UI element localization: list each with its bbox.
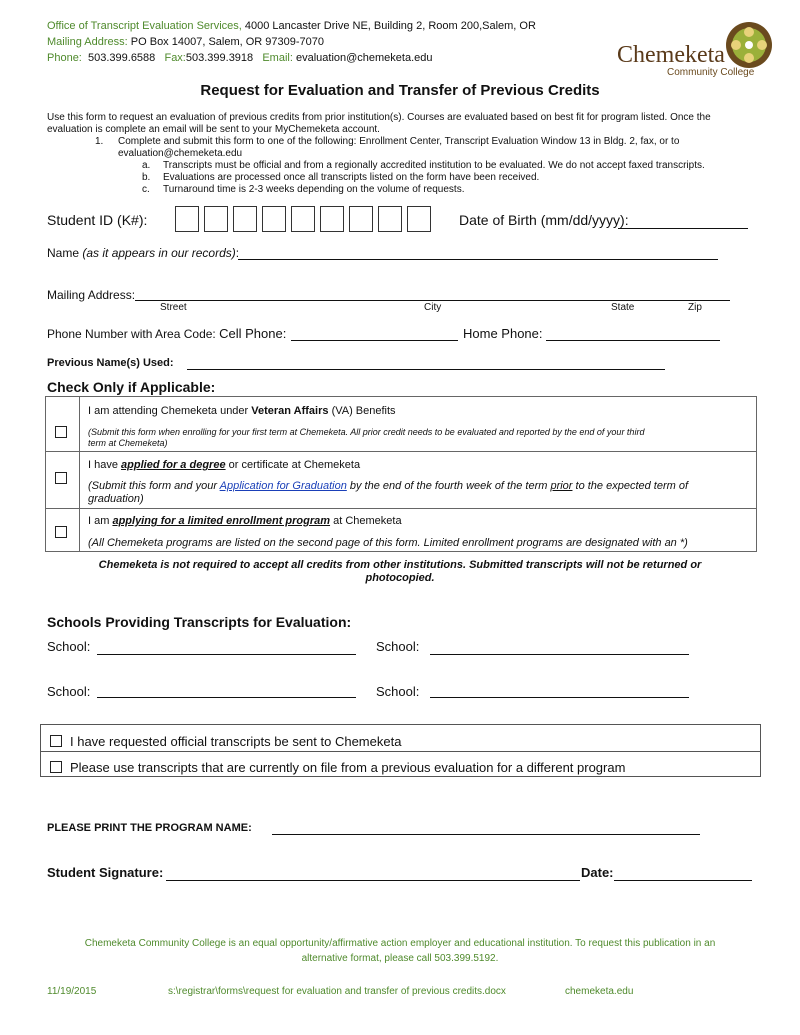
va-note: term at Chemeketa) [88, 438, 168, 448]
equal-opportunity-text: alternative format, please call 503.399.5192. [301, 953, 499, 964]
signature-label: Student Signature: [47, 865, 164, 880]
va-checkbox[interactable] [55, 426, 67, 438]
id-digit-box[interactable] [291, 206, 315, 232]
home-phone-label: Home Phone: [463, 326, 543, 341]
column-divider [79, 397, 80, 551]
intro-text: evaluation is complete an email will be sent to your MyChemeketa account. [47, 124, 380, 135]
limited-note: (All Chemeketa programs are listed on the second page of this form. Limited enrollment programs are designated with an *) [88, 537, 688, 549]
footer-date: 11/19/2015 [47, 986, 97, 997]
requested-transcripts-label: I have requested official transcripts be sent to Chemeketa [70, 734, 402, 749]
name-label: Name (as it appears in our records): [47, 246, 240, 260]
school-field-2[interactable] [430, 654, 689, 655]
list-item: evaluation@chemeketa.edu [118, 148, 243, 159]
home-phone-field[interactable] [546, 340, 720, 341]
school-label: School: [47, 639, 91, 654]
program-name-field[interactable] [272, 834, 700, 835]
intro-text: Use this form to request an evaluation of previous credits from prior institution(s). Courses are evaluated based on best fit for program listed. Once the [47, 112, 711, 123]
id-digit-box[interactable] [407, 206, 431, 232]
mailing-line: Mailing Address: PO Box 14007, Salem, OR 97309-7070 [47, 36, 325, 48]
footer-website: chemeketa.edu [565, 986, 634, 997]
previous-names-label: Previous Name(s) Used: [47, 357, 174, 369]
id-digit-box[interactable] [204, 206, 228, 232]
contact-line: Phone: 503.399.6588 Fax:503.399.3918 Email: evaluation@chemeketa.edu [47, 52, 433, 64]
degree-text: I have applied for a degree or certificate at Chemeketa [88, 459, 361, 471]
id-digit-box[interactable] [349, 206, 373, 232]
id-digit-box[interactable] [262, 206, 286, 232]
dob-label: Date of Birth (mm/dd/yyyy): [459, 212, 629, 228]
mailing-address-field[interactable] [135, 300, 730, 301]
date-field[interactable] [614, 880, 752, 881]
sub-item: b. Evaluations are processed once all transcripts listed on the form have been received. [142, 172, 540, 183]
name-field[interactable] [238, 259, 718, 260]
row-divider [46, 451, 756, 452]
program-name-label: PLEASE PRINT THE PROGRAM NAME: [47, 822, 252, 834]
va-note: (Submit this form when enrolling for your first term at Chemeketa. All prior credit needs to be evaluated and reported by the end of your third [88, 427, 645, 437]
id-digit-box[interactable] [378, 206, 402, 232]
degree-checkbox[interactable] [55, 472, 67, 484]
sub-item: c. Turnaround time is 2-3 weeks depending on the volume of requests. [142, 184, 465, 195]
previous-names-field[interactable] [187, 369, 665, 370]
school-label: School: [376, 639, 420, 654]
school-field-3[interactable] [97, 697, 356, 698]
limited-enrollment-checkbox[interactable] [55, 526, 67, 538]
use-on-file-label: Please use transcripts that are currently on file from a previous evaluation for a different program [70, 760, 626, 775]
disclaimer: Chemeketa is not required to accept all credits from other institutions. Submitted transcripts will not be returned or [98, 559, 702, 571]
row-divider [46, 508, 756, 509]
date-label: Date: [581, 865, 614, 880]
id-digit-box[interactable] [320, 206, 344, 232]
disclaimer: photocopied. [365, 572, 435, 584]
office-line: Office of Transcript Evaluation Services, 4000 Lancaster Drive NE, Building 2, Room 200,Salem, OR [47, 20, 536, 32]
school-field-1[interactable] [97, 654, 356, 655]
use-on-file-checkbox[interactable] [50, 761, 62, 773]
phone-label: Phone Number with Area Code: Cell Phone: [47, 326, 287, 341]
dob-field[interactable] [618, 228, 748, 229]
applicable-table [45, 396, 757, 552]
signature-field[interactable] [166, 880, 580, 881]
equal-opportunity-text: Chemeketa Community College is an equal opportunity/affirmative action employer and educational institution. To request this publication in an [84, 938, 716, 949]
state-label: State [611, 302, 635, 313]
school-field-4[interactable] [430, 697, 689, 698]
school-label: School: [47, 684, 91, 699]
check-heading: Check Only if Applicable: [47, 379, 216, 395]
limited-text: I am applying for a limited enrollment program at Chemeketa [88, 515, 402, 527]
va-text: I am attending Chemeketa under Veteran Affairs (VA) Benefits [88, 405, 396, 417]
logo-emblem-icon [725, 20, 773, 70]
id-digit-box[interactable] [233, 206, 257, 232]
requested-transcripts-checkbox[interactable] [50, 735, 62, 747]
street-label: Street [160, 302, 187, 313]
degree-note: graduation) [88, 493, 144, 505]
row-divider [41, 751, 760, 752]
list-number: 1. [95, 136, 104, 147]
city-label: City [424, 302, 442, 313]
mailing-address-label: Mailing Address: [47, 288, 136, 302]
school-label: School: [376, 684, 420, 699]
student-id-label: Student ID (K#): [47, 212, 148, 228]
page-title: Request for Evaluation and Transfer of Previous Credits [200, 82, 600, 99]
application-for-graduation-link[interactable]: Application for Graduation [219, 480, 347, 492]
list-item: Complete and submit this form to one of the following: Enrollment Center, Transcript Evaluation Window 13 in Bldg. 2, fax, or to [118, 136, 680, 147]
degree-note: (Submit this form and your Application for Graduation by the end of the fourth week of the term prior to the expected term of [88, 480, 689, 492]
schools-heading: Schools Providing Transcripts for Evaluation: [47, 614, 352, 630]
zip-label: Zip [688, 302, 702, 313]
footer-file-path: s:\registrar\forms\request for evaluation and transfer of previous credits.docx [168, 986, 506, 997]
college-logo: Chemeketa Community College [615, 20, 775, 82]
sub-item: a. Transcripts must be official and from a regionally accredited institution to be evaluated. We do not accept faxed transcripts. [142, 160, 705, 171]
id-digit-box[interactable] [175, 206, 199, 232]
cell-phone-field[interactable] [291, 340, 458, 341]
transcript-options-box [40, 724, 761, 777]
